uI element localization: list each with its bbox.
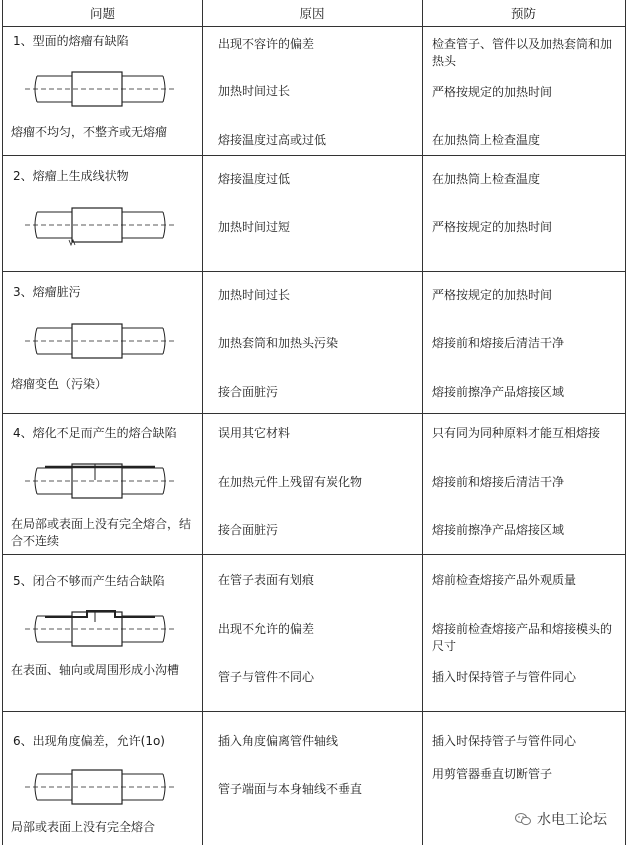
cause-item: 接合面脏污 <box>218 385 279 399</box>
cause-item: 熔接温度过低 <box>218 172 291 186</box>
problem-note: 熔瘤变色（污染） <box>11 377 108 391</box>
prevention-item: 插入时保持管子与管件同心 <box>432 670 577 684</box>
prevention-item: 用剪管器垂直切断管子 <box>432 767 553 781</box>
problem-note: 在局部或表面上没有完全熔合，结合不连续 <box>11 517 192 548</box>
cause-item: 插入角度偏离管件轴线 <box>218 734 339 748</box>
cause-item: 熔接温度过高或过低 <box>218 133 327 147</box>
prevention-item: 熔接前检查熔接产品和熔接模头的尺寸 <box>432 622 613 653</box>
wechat-icon <box>515 812 531 826</box>
cause-item: 加热时间过长 <box>218 288 291 302</box>
defect-table <box>2 0 626 845</box>
prevention-item: 熔接前擦净产品熔接区域 <box>432 385 565 399</box>
problem-note: 熔瘤不均匀，不整齐或无熔瘤 <box>11 125 168 139</box>
column-divider <box>202 0 203 845</box>
problem-title: 5、闭合不够而产生结合缺陷 <box>13 574 165 588</box>
problem-note: 局部或表面上没有完全熔合 <box>11 820 156 834</box>
cause-item: 出现不容许的偏差 <box>218 37 315 51</box>
prevention-item: 只有同为同种原料才能互相熔接 <box>432 426 601 440</box>
prevention-item: 严格按规定的加热时间 <box>432 85 553 99</box>
prevention-item: 熔前检查熔接产品外观质量 <box>432 573 577 587</box>
cause-item: 加热时间过短 <box>218 220 291 234</box>
problem-title: 4、熔化不足而产生的熔合缺陷 <box>13 426 177 440</box>
pipe-diagram-closure-defect <box>25 608 175 650</box>
cause-item: 管子与管件不同心 <box>218 670 315 684</box>
cause-item: 出现不允许的偏差 <box>218 622 315 636</box>
cause-item: 在加热元件上残留有炭化物 <box>218 475 363 489</box>
pipe-diagram-uneven-bead <box>25 68 175 110</box>
prevention-item: 严格按规定的加热时间 <box>432 220 553 234</box>
cause-item: 接合面脏污 <box>218 523 279 537</box>
header-problem: 问题 <box>3 0 202 27</box>
prevention-item: 熔接前和熔接后清洁干净 <box>432 336 565 350</box>
row-divider <box>3 554 625 555</box>
prevention-item: 严格按规定的加热时间 <box>432 288 553 302</box>
cause-item: 在管子表面有划痕 <box>218 573 315 587</box>
prevention-item: 在加热筒上检查温度 <box>432 133 541 147</box>
header-cause: 原因 <box>202 0 422 27</box>
cause-item: 管子端面与本身轴线不垂直 <box>218 782 363 796</box>
watermark <box>511 807 611 831</box>
prevention-item: 熔接前擦净产品熔接区域 <box>432 523 565 537</box>
header-prevention: 预防 <box>422 0 625 27</box>
column-divider <box>422 0 423 845</box>
problem-note: 在表面、轴向或周围形成小沟槽 <box>11 663 180 677</box>
problem-title: 6、出现角度偏差，允许(1o) <box>13 734 165 748</box>
cause-item: 加热时间过长 <box>218 84 291 98</box>
row-divider <box>3 413 625 414</box>
prevention-item: 熔接前和熔接后清洁干净 <box>432 475 565 489</box>
row-divider <box>3 271 625 272</box>
row-divider <box>3 711 625 712</box>
pipe-diagram-linear-bead <box>25 204 175 246</box>
cause-item: 加热套筒和加热头污染 <box>218 336 339 350</box>
pipe-diagram-dirty-bead <box>25 320 175 362</box>
row-divider <box>3 155 625 156</box>
watermark-text: 水电工论坛 <box>537 812 607 828</box>
prevention-item: 检查管子、管件以及加热套筒和加热头 <box>432 37 613 68</box>
pipe-diagram-angle-deviation <box>25 766 175 808</box>
problem-title: 2、熔瘤上生成线状物 <box>13 169 129 183</box>
cause-item: 误用其它材料 <box>218 426 291 440</box>
prevention-item: 在加热筒上检查温度 <box>432 172 541 186</box>
prevention-item: 插入时保持管子与管件同心 <box>432 734 577 748</box>
problem-title: 1、型面的熔瘤有缺陷 <box>13 34 129 48</box>
pipe-diagram-fusion-defect <box>25 460 175 502</box>
problem-title: 3、熔瘤脏污 <box>13 285 81 299</box>
